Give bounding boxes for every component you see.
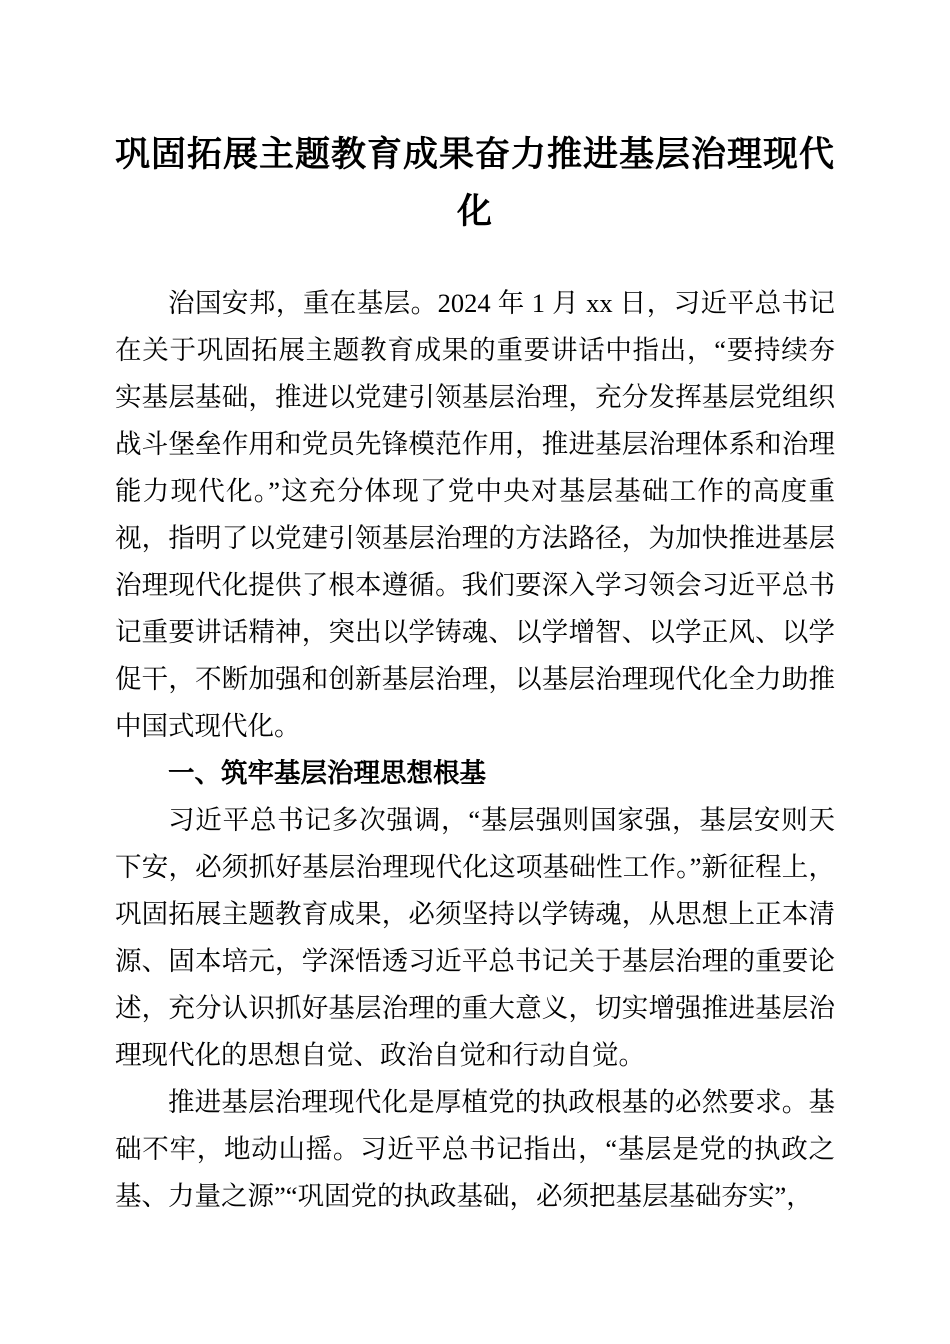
paragraph-section1-body2: 推进基层治理现代化是厚植党的执政根基的必然要求。基础不牢，地动山摇。习近平总书记指出，“基层是党的执政之基、力量之源”“巩固党的执政基础，必须把基层基础夯实”， (115, 1087, 835, 1211)
section-heading-1: 一、筑牢基层治理思想根基 (168, 758, 486, 789)
paragraph-section1-body1: 习近平总书记多次强调，“基层强则国家强，基层安则天下安，必须抓好基层治理现代化这项基础性工作。”新征程上，巩固拓展主题教育成果，必须坚持以学铸魂，从思想上正本清源、固本培元，学深悟透习近平总书记关于基层治理的重要论述，充分认识抓好基层治理的重大意义，切实增强推进基层治理现代化的思想自觉、政治自觉和行动自觉。 (115, 805, 835, 1070)
document-title: 巩固拓展主题教育成果奋力推进基层治理现代化 (115, 135, 836, 231)
paragraph-intro: 治国安邦，重在基层。2024 年 1 月 xx 日，习近平总书记在关于巩固拓展主题教育成果的重要讲话中指出，“要持续夯实基层基础，推进以党建引领基层治理，充分发挥基层党组织战斗堡垒作用和党员先锋模范作用，推进基层治理体系和治理能力现代化。”这充分体现了党中央对基层基础工作的高度重视，指明了以党建引领基层治理的方法路径，为加快推进基层治理现代化提供了根本遵循。我们要深入学习领会习近平总书记重要讲话精神，突出以学铸魂、以学增智、以学正风、以学促干，不断加强和创新基层治理，以基层治理现代化全力助推中国式现代化。 (115, 288, 835, 741)
